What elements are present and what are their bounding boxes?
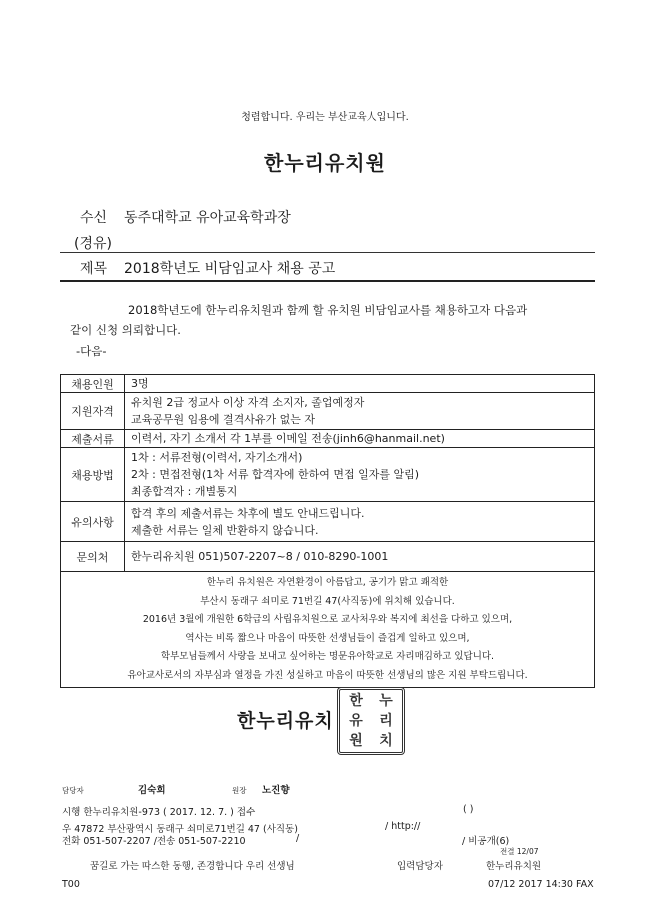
seal-char: 원 [349, 733, 363, 749]
row-value [125, 448, 595, 502]
row-value [125, 542, 595, 572]
official-seal [337, 687, 405, 755]
subject-value: 2018학년도 비담임교사 채용 공고 [124, 261, 336, 277]
row-line: 이력서, 자기 소개서 각 1부를 이메일 전송(jinh6@hanmail.net) [131, 432, 445, 445]
row-label: 문의처 [61, 542, 125, 572]
subject-row [80, 258, 335, 278]
intro-line: 부산시 동래구 쇠미로 71번길 47(사직동)에 위치해 있습니다. [200, 595, 455, 607]
address-line: 우 47872 부산광역시 동래구 쇠미로71번길 47 (사직동) [62, 824, 298, 835]
page-number: T00 [62, 879, 80, 890]
fax-header: 07/12 2017 14:30 FAX [488, 879, 594, 890]
document-title: 한누리유치원 [264, 151, 386, 175]
row-value [125, 393, 595, 430]
seal-char: 한 [349, 693, 363, 709]
intro-line: 유아교사로서의 자부심과 열정을 가진 성실하고 마음이 따뜻한 선생님의 많은 지원 부탁드립니다. [127, 669, 528, 681]
intro-line: 역사는 비록 짧으나 마음이 따뜻한 선생님들이 즐겁게 일하고 있으며, [185, 632, 470, 644]
intro-line: 한누리 유치원은 자연환경이 아름답고, 공기가 맑고 쾌적한 [206, 577, 449, 588]
row-label: 제출서류 [61, 430, 125, 448]
seal-char: 누 [379, 693, 393, 709]
head-name: 노진향 [262, 785, 290, 796]
row-label: 유의사항 [61, 502, 125, 542]
divider [60, 280, 595, 282]
row-label: 채용방법 [61, 448, 125, 502]
row-line: 최종합격자 : 개별통지 [131, 485, 238, 498]
recruit-table [60, 374, 595, 688]
table-row [61, 542, 595, 572]
input-label: 입력담당자 [397, 861, 443, 872]
recipient-row [80, 207, 291, 227]
staff-label: 담당자 [62, 786, 84, 795]
divider [60, 252, 595, 253]
separator: / [296, 833, 300, 844]
approval: 전결 12/07 [500, 847, 539, 856]
row-line: 한누리유치원 051)507-2207~8 / 010-8290-1001 [131, 550, 389, 563]
seal-char: 치 [379, 733, 393, 749]
staff-name: 김숙희 [138, 785, 166, 796]
seal-char: 리 [379, 713, 393, 729]
row-line: 1차 : 서류전형(이력서, 자기소개서) [131, 451, 303, 464]
body-line-1: 2018학년도에 한누리유치원과 함께 할 유치원 비담임교사를 채용하고자 다음과 [128, 303, 528, 317]
enforce-line: 시행 한누리유치원-973 ( 2017. 12. 7. ) 접수 [62, 807, 256, 818]
input-value: 한누리유치원 [486, 861, 542, 872]
intro-line: 2016년 3월에 개원한 6학급의 사립유치원으로 교사처우와 복지에 최선을 다하고 있으며, [142, 614, 513, 625]
signature-org: 한누리유치 [237, 710, 334, 732]
subject-label: 제목 [80, 261, 108, 277]
intro-line: 학부모님들께서 사랑을 보내고 싶어하는 명문유아학교로 자리매김하고 있답니다. [160, 651, 495, 662]
slogan: 청렴합니다. 우리는 부산교육人입니다. [241, 112, 409, 123]
receipt-paren: ( ) [463, 804, 474, 815]
row-label: 지원자격 [61, 393, 125, 430]
table-row [61, 572, 595, 688]
row-line: 교육공무원 임용에 결격사유가 없는 자 [131, 413, 316, 426]
row-line: 합격 후의 제출서류는 차후에 별도 안내드립니다. [131, 506, 365, 520]
table-row [61, 502, 595, 542]
row-value [125, 430, 595, 448]
motto: 꿈길로 가는 따스한 동행, 존경합니다 우리 선생님 [90, 861, 295, 872]
row-label: 채용인원 [61, 375, 125, 393]
phone-line: 전화 051-507-2207 /전송 051-507-2210 [62, 836, 246, 847]
via-label: (경유) [74, 236, 112, 252]
next-heading: -다음- [76, 344, 107, 358]
disclosure: / 비공개(6) [462, 836, 510, 847]
table-row [61, 430, 595, 448]
row-line: 3명 [131, 377, 149, 390]
body-line-2: 같이 신청 의뢰합니다. [70, 323, 181, 337]
row-value [125, 502, 595, 542]
seal-char: 유 [349, 713, 363, 729]
row-line: 2차 : 면접전형(1차 서류 합격자에 한하여 면접 일자를 알림) [131, 468, 420, 481]
table-row [61, 375, 595, 393]
row-value [125, 375, 595, 393]
table-row [61, 448, 595, 502]
row-line: 제출한 서류는 일체 반환하지 않습니다. [131, 523, 319, 537]
table-row [61, 393, 595, 430]
row-line: 유치원 2급 정교사 이상 자격 소지자, 졸업예정자 [131, 396, 365, 409]
intro-cell [61, 572, 595, 688]
head-label: 원장 [232, 786, 247, 795]
recipient-value: 동주대학교 유아교육학과장 [124, 210, 291, 226]
recipient-label: 수신 [80, 210, 108, 226]
url-line: / http:// [385, 821, 421, 832]
